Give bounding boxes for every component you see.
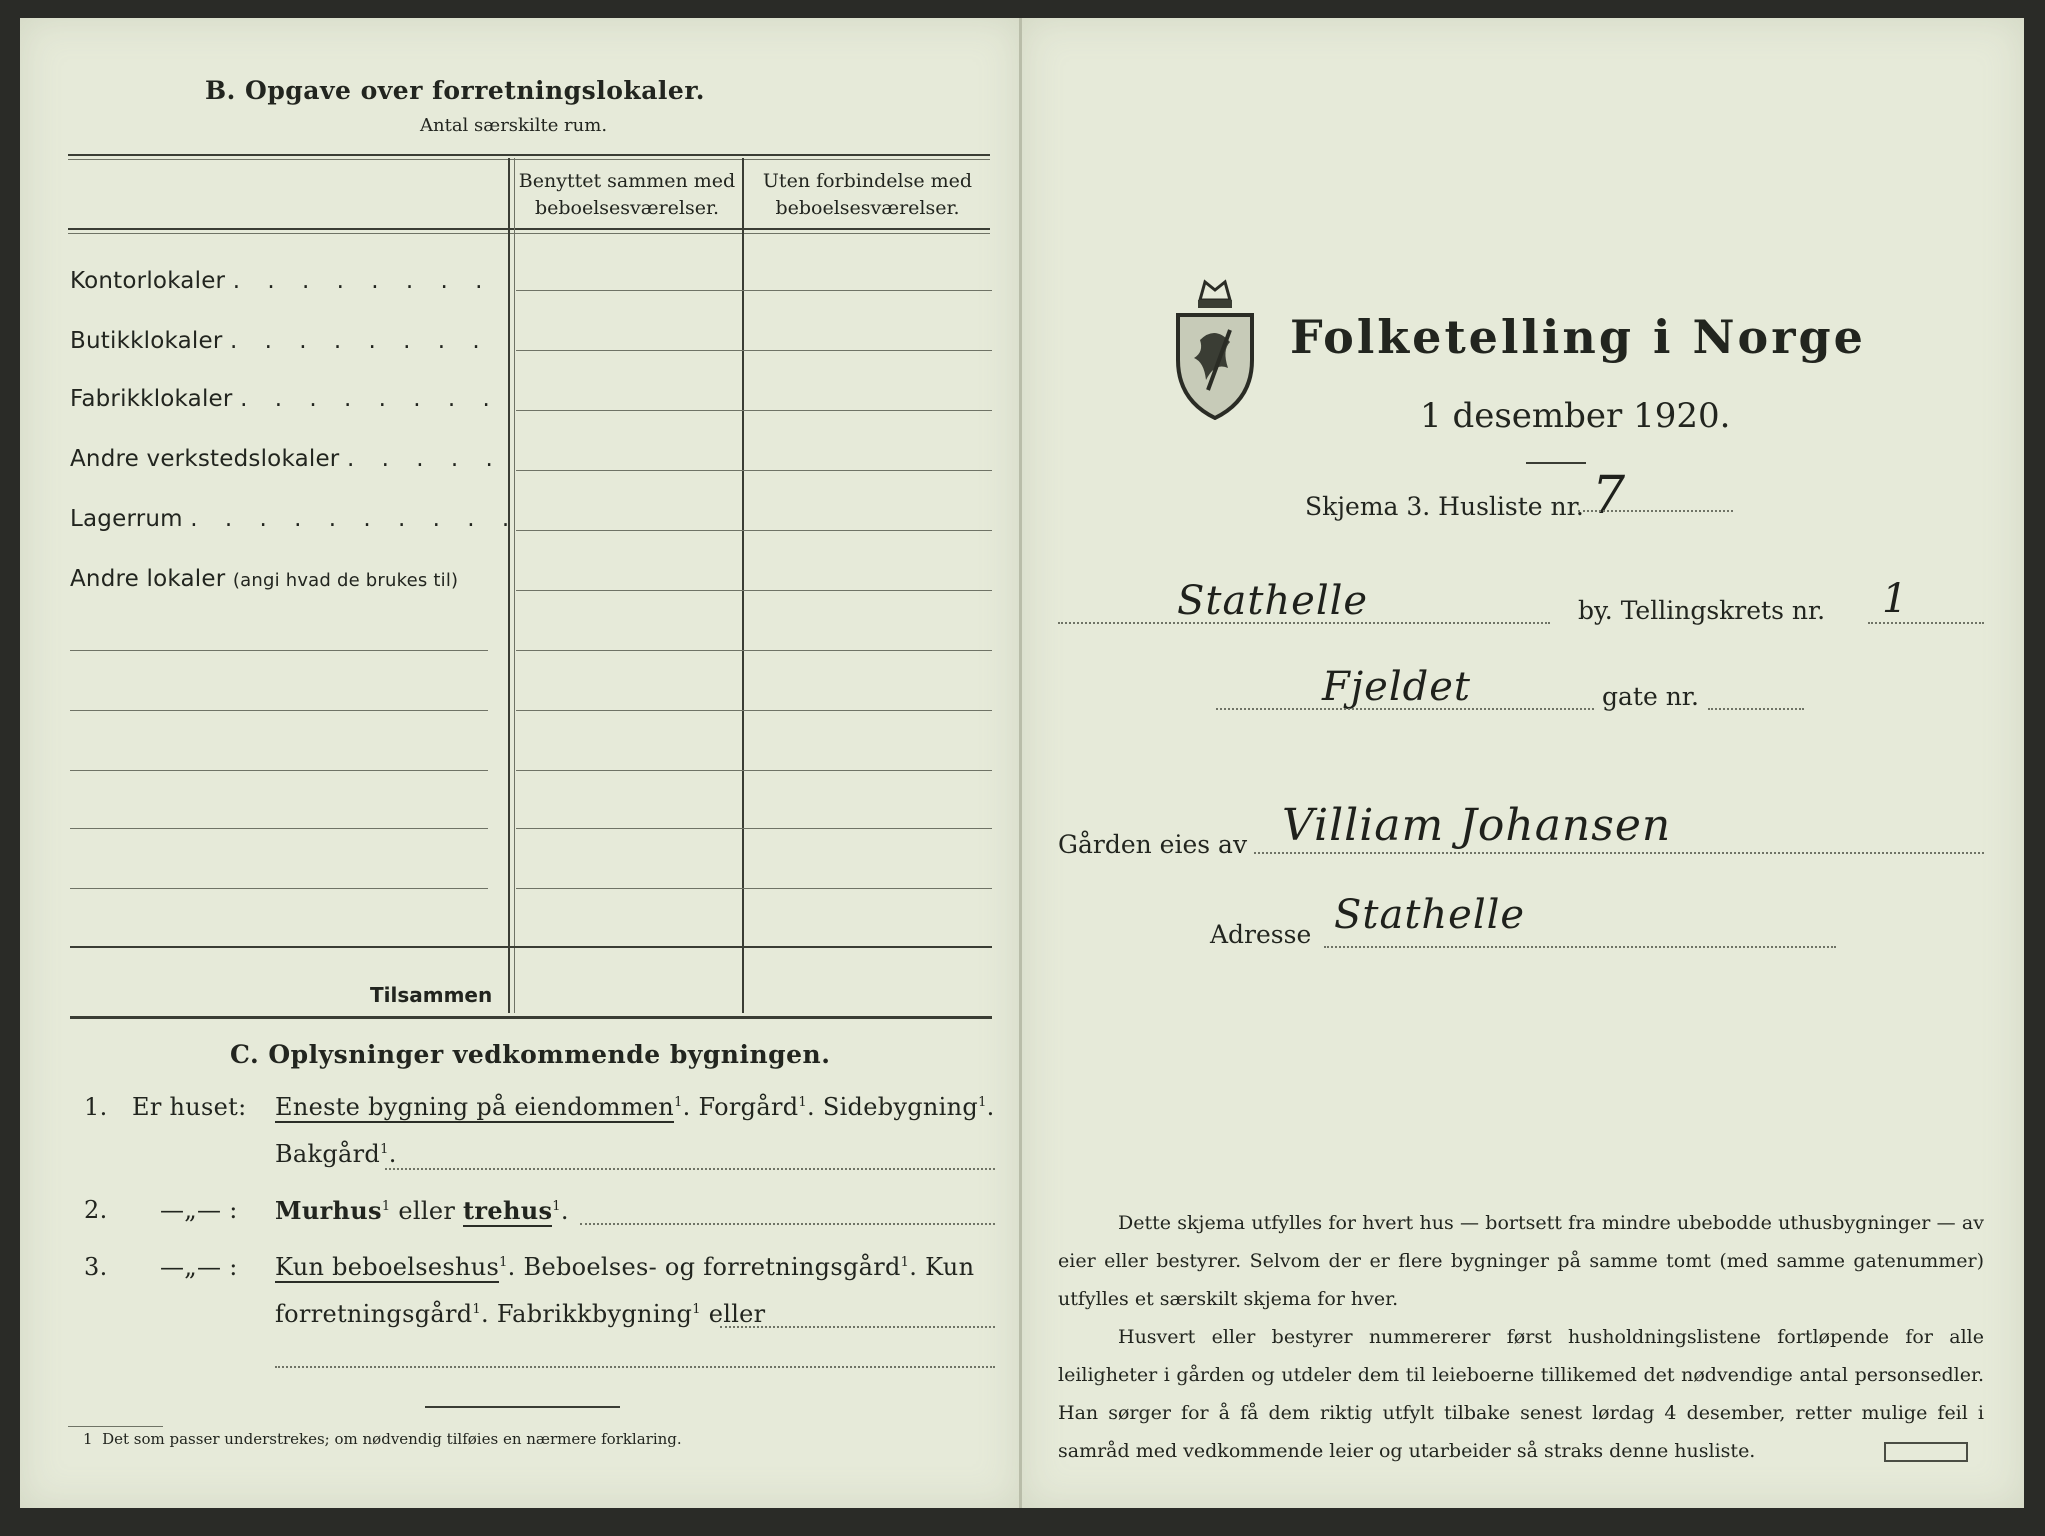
- census-title: Folketelling i Norge: [1290, 310, 1866, 364]
- census-date: 1 desember 1920.: [1420, 396, 1731, 436]
- row-butikklokaler: Butikklokaler . . . . . . . .: [70, 328, 490, 354]
- q3-number: 3.: [84, 1253, 108, 1281]
- column-header-combined: Benyttet sammen med beboelsesværelser.: [518, 170, 736, 219]
- city-handwritten: Stathelle: [1177, 578, 1369, 624]
- schema-label: Skjema 3. Husliste nr.: [1305, 492, 1584, 521]
- instructions-paragraph-1: Dette skjema utfylles for hvert hus — bortsett fra mindre ubebodde uthusbygninger — av eier eller bestyrer. Selvom der er flere bygninger på samme tomt (med samme gatenummer) utfylles et særskilt skjema for hver.: [1058, 1212, 1984, 1310]
- row-andre-lokaler: Andre lokaler (angi hvad de brukes til): [70, 566, 459, 592]
- total-label: Tilsammen: [370, 983, 493, 1007]
- address-label: Adresse: [1210, 920, 1312, 949]
- husliste-number: 7: [1592, 466, 1627, 526]
- section-b-subtitle: Antal særskilte rum.: [420, 115, 608, 136]
- q1-number: 1.: [84, 1093, 108, 1121]
- right-page: [1022, 18, 2024, 1508]
- q1-options: Eneste bygning på eiendommen$^1$. Forgård$^1$. Sidebygning$^1$.: [275, 1093, 995, 1121]
- coat-of-arms-icon: [1170, 270, 1260, 420]
- row-lagerrum: Lagerrum . . . . . . . . . .: [70, 506, 520, 532]
- address-handwritten: Stathelle: [1334, 892, 1526, 938]
- krets-number: 1: [1882, 576, 1909, 622]
- q2-lead: —„— :: [160, 1196, 238, 1224]
- q3-options: Kun beboelseshus$^1$. Beboelses- og forretningsgård$^1$. Kun: [275, 1253, 975, 1281]
- by-tellingskrets-label: by. Tellingskrets nr.: [1578, 596, 1826, 625]
- q3-lead: —„— :: [160, 1253, 238, 1281]
- q2-options: Murhus$^1$ eller trehus$^1$.: [275, 1196, 569, 1225]
- street-handwritten: Fjeldet: [1322, 664, 1471, 710]
- owner-label: Gården eies av: [1058, 830, 1248, 859]
- section-b-title: B. Opgave over forretningslokaler.: [205, 76, 705, 105]
- gate-label: gate nr.: [1602, 682, 1699, 711]
- row-andre-verkstedslokaler: Andre verkstedslokaler . . . . .: [70, 446, 503, 472]
- left-page: [20, 18, 1020, 1508]
- column-header-separate: Uten forbindelse med beboelsesværelser.: [762, 170, 973, 219]
- printer-stamp-icon: [1884, 1442, 1968, 1462]
- row-kontorlokaler: Kontorlokaler . . . . . . . .: [70, 268, 493, 294]
- q1-lead: Er huset:: [132, 1093, 247, 1121]
- owner-handwritten: Villiam Johansen: [1282, 800, 1672, 851]
- instructions-paragraph-2: Husvert eller bestyrer nummererer først husholdningslistene fortløpende for alle leiligheter i gården og utdeler dem til leieboerne tillikemed det nødvendige antal personsedler. Han sørger for å få dem riktig utfylt tilbake senest lørdag 4 desember, retter mulige feil i samråd med vedkommende leier og utarbeider så straks denne husliste.: [1058, 1326, 1984, 1462]
- q2-number: 2.: [84, 1196, 108, 1224]
- section-c-title: C. Oplysninger vedkommende bygningen.: [230, 1040, 831, 1069]
- row-fabrikklokaler: Fabrikklokaler . . . . . . . .: [70, 386, 500, 412]
- footnote: 1 Det som passer understrekes; om nødvendig tilføies en nærmere forklaring.: [83, 1430, 682, 1448]
- q1-bakgard: Bakgård$^1$.: [275, 1140, 397, 1168]
- q3-options-cont: forretningsgård$^1$. Fabrikkbygning$^1$ eller: [275, 1300, 766, 1328]
